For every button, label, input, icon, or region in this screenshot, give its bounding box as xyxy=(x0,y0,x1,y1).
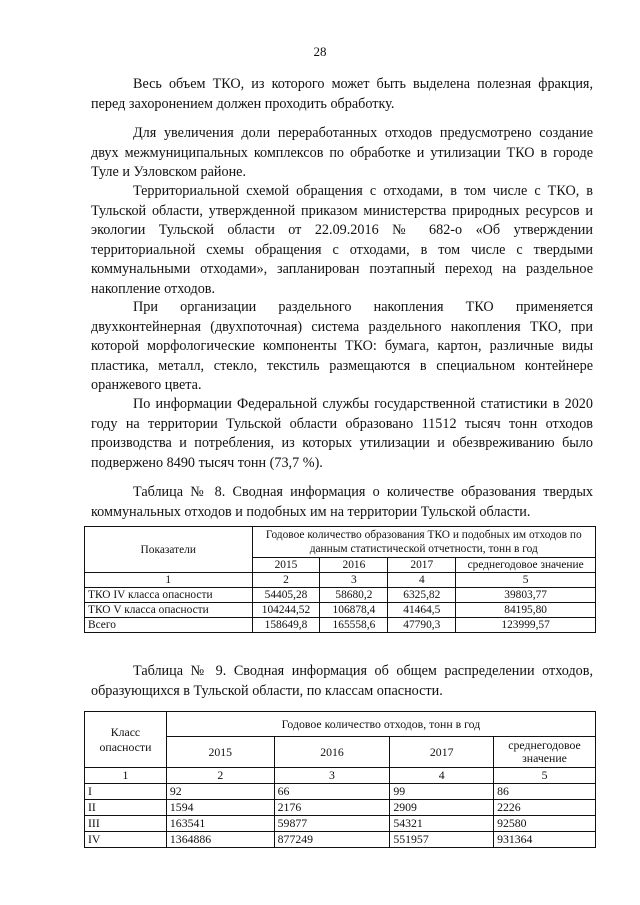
table8-cell: 123999,57 xyxy=(456,618,596,633)
table-8 xyxy=(84,526,596,633)
table9-colnum-row xyxy=(85,768,596,784)
table8-cell: 58680,2 xyxy=(320,588,388,603)
table8-year: 2015 xyxy=(252,558,320,573)
table9-year: среднегодовое значение xyxy=(494,737,596,768)
table-row xyxy=(85,603,596,618)
table9-caption: Таблица № 9. Сводная информация об общем распределении отходов, образующихся в Тульской области, по классам опасности. xyxy=(91,663,593,699)
paragraph-5: По информации Федеральной службы государственной статистики в 2020 году на территории Тульской области образовано 11512 тысяч тонн отходов производства и потребления, из которых утилизации и обезвреживанию было подвержено 8490 тысяч тонн (73,7 %). xyxy=(91,396,593,471)
table8-cell: 39803,77 xyxy=(456,588,596,603)
table9-header-group: Годовое количество отходов, тонн в год xyxy=(166,712,595,737)
table8-cell: 54405,28 xyxy=(252,588,320,603)
table8-colnum: 1 xyxy=(85,573,253,588)
table9-cell: 1364886 xyxy=(166,832,274,848)
table9-cell: 59877 xyxy=(274,816,390,832)
table9-cell: 92 xyxy=(166,784,274,800)
page-number: 28 xyxy=(313,44,327,59)
table9-cell: 2226 xyxy=(494,800,596,816)
table-row xyxy=(85,618,596,633)
table8-year: среднегодовое значение xyxy=(456,558,596,573)
paragraph-2: Для увеличения доли переработанных отходов предусмотрено создание двух межмуниципальных комплексов по обработке и утилизации ТКО в городе Туле и Узловском районе. xyxy=(91,125,593,180)
table9-cell: 2909 xyxy=(390,800,494,816)
table9-row-label: IV xyxy=(85,832,167,848)
table9-colnum: 1 xyxy=(85,768,167,784)
table8-header-row xyxy=(85,527,596,558)
table8-year: 2017 xyxy=(388,558,456,573)
table8-cell: 41464,5 xyxy=(388,603,456,618)
table9-colnum: 2 xyxy=(166,768,274,784)
table8-cell: 165558,6 xyxy=(320,618,388,633)
table9-cell: 877249 xyxy=(274,832,390,848)
table8-cell: 6325,82 xyxy=(388,588,456,603)
table9-cell: 551957 xyxy=(390,832,494,848)
paragraph-4: При организации раздельного накопления ТКО применяется двухконтейнерная (двухпоточная) система раздельного накопления ТКО, при которой морфологические компоненты ТКО: бумага, картон, различные виды пластика, металл, стекло, текстиль размещаются в специальном контейнере оранжевого цвета. xyxy=(91,299,593,393)
table-row xyxy=(85,784,596,800)
table8-colnum: 5 xyxy=(456,573,596,588)
table8-colnum: 2 xyxy=(252,573,320,588)
table9-colnum: 5 xyxy=(494,768,596,784)
paragraph-1: Весь объем ТКО, из которого может быть выделена полезная фракция, перед захоронением должен проходить обработку. xyxy=(91,76,593,112)
table-9 xyxy=(84,711,596,848)
paragraph-3: Территориальной схемой обращения с отходами, в том числе с ТКО, в Тульской области, утвержденной приказом министерства природных ресурсов и экологии Тульской области от 22.09.2016 № 682-о «Об утверждении территориальной схемы обращения с отходами, в том числе с твердыми коммунальными отходами», запланирован поэтапный переход на раздельное накопление отходов. xyxy=(91,183,593,297)
table8-row-label: ТКО V класса опасности xyxy=(85,603,253,618)
table-row xyxy=(85,588,596,603)
table8-cell: 84195,80 xyxy=(456,603,596,618)
table9-row-label: II xyxy=(85,800,167,816)
table9-colnum: 4 xyxy=(390,768,494,784)
table9-row-label: I xyxy=(85,784,167,800)
table9-year: 2017 xyxy=(390,737,494,768)
table8-header-indicator: Показатели xyxy=(85,527,253,573)
table9-cell: 931364 xyxy=(494,832,596,848)
table-row xyxy=(85,832,596,848)
table9-year: 2015 xyxy=(166,737,274,768)
table8-row-label: ТКО IV класса опасности xyxy=(85,588,253,603)
table9-cell: 92580 xyxy=(494,816,596,832)
table8-cell: 106878,4 xyxy=(320,603,388,618)
table9-year: 2016 xyxy=(274,737,390,768)
table9-cell: 1594 xyxy=(166,800,274,816)
table-row xyxy=(85,816,596,832)
table8-header-group: Годовое количество образования ТКО и подобных им отходов по данным статистической отчетности, тонн в год xyxy=(252,527,595,558)
table-row xyxy=(85,800,596,816)
table8-caption: Таблица № 8. Сводная информация о количестве образования твердых коммунальных отходов и подобных им на территории Тульской области. xyxy=(91,484,593,520)
table9-cell: 99 xyxy=(390,784,494,800)
table8-row-label: Всего xyxy=(85,618,253,633)
table9-cell: 66 xyxy=(274,784,390,800)
table9-cell: 163541 xyxy=(166,816,274,832)
table8-colnum: 3 xyxy=(320,573,388,588)
table8-colnum: 4 xyxy=(388,573,456,588)
table9-colnum: 3 xyxy=(274,768,390,784)
table8-cell: 158649,8 xyxy=(252,618,320,633)
table9-header-class: Класс опасности xyxy=(85,712,167,768)
table8-cell: 104244,52 xyxy=(252,603,320,618)
table8-cell: 47790,3 xyxy=(388,618,456,633)
table9-cell: 2176 xyxy=(274,800,390,816)
table9-row-label: III xyxy=(85,816,167,832)
table8-colnum-row xyxy=(85,573,596,588)
table9-cell: 54321 xyxy=(390,816,494,832)
table9-cell: 86 xyxy=(494,784,596,800)
table8-year: 2016 xyxy=(320,558,388,573)
table9-header-row xyxy=(85,712,596,737)
